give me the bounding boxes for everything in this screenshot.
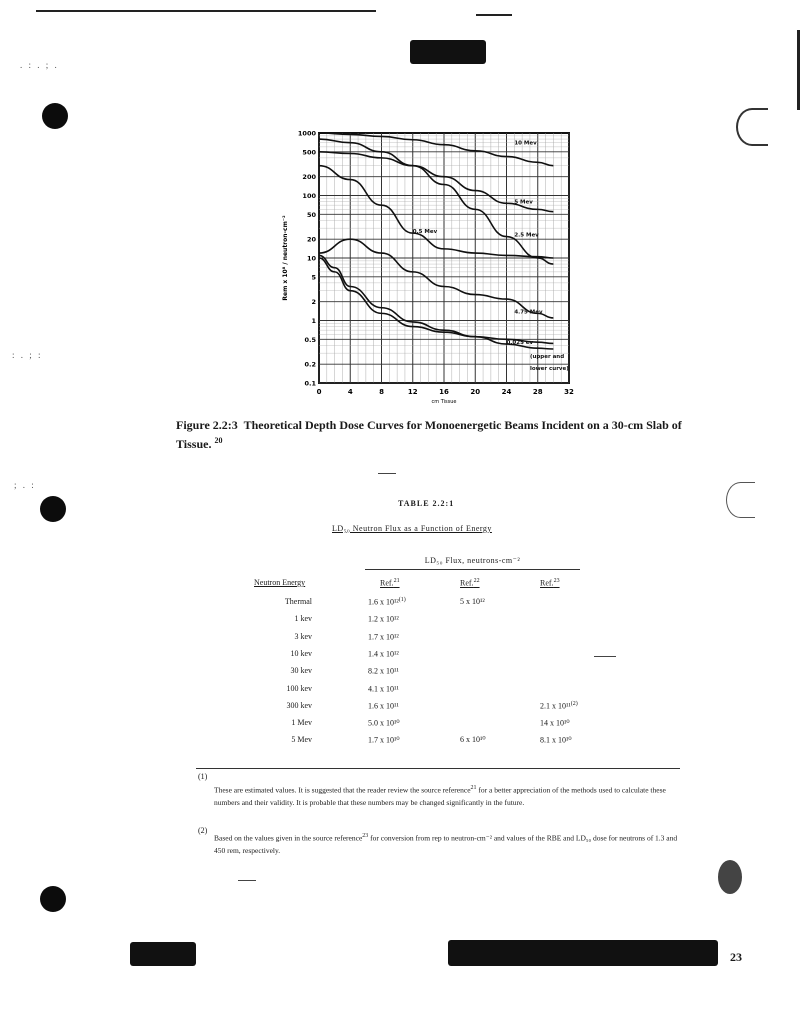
y-tick-label: 500 [302, 148, 316, 157]
cell-energy: 5 Mev [291, 735, 312, 745]
cell-energy: Thermal [284, 597, 312, 606]
scan-noise-1: . : . ; . [20, 60, 59, 70]
table-row [240, 684, 620, 701]
scan-noise-3: ; . : [14, 480, 36, 490]
cell-ref23: 2.1 x 10¹¹$^{(2)}$ [540, 700, 578, 711]
cell-ref21: 1.6 x 10¹¹ [368, 701, 399, 711]
redaction-top [410, 40, 486, 64]
footnote-1-mark: (1) [198, 772, 208, 781]
cell-ref21: 5.0 x 10¹⁰ [368, 718, 400, 728]
punch-hole-top [42, 103, 68, 129]
curve-annotation: 10 Mev [514, 140, 537, 147]
table-subtitle: LD₅₀ Neutron Flux as a Function of Energy [332, 524, 492, 533]
table-row [240, 718, 620, 735]
page-number: 23 [730, 950, 742, 964]
curve-annotation: lower curve) [529, 366, 569, 373]
punch-hole-middle [40, 496, 66, 522]
scan-top-rule-short [476, 14, 512, 16]
punch-hole-bottom [40, 886, 66, 912]
y-tick-label: 200 [302, 173, 316, 182]
x-tick-label: 28 [532, 388, 543, 396]
cell-ref21: 1.2 x 10¹² [368, 614, 399, 624]
y-tick-label: 10 [306, 254, 316, 263]
cell-energy: 1 Mev [291, 718, 312, 728]
figure-caption [176, 418, 706, 452]
table-row [240, 597, 620, 614]
cell-energy: 30 kev [290, 666, 312, 676]
cell-ref21: 8.2 x 10¹¹ [368, 666, 399, 676]
cell-energy: 1 kev [294, 614, 312, 624]
y-tick-label: 0.2 [304, 360, 316, 369]
table-row [240, 735, 620, 752]
cell-ref23: 14 x 10¹⁰ [540, 718, 570, 728]
cell-ref23: 8.1 x 10¹⁰ [540, 736, 572, 746]
table-row [240, 666, 620, 683]
x-tick-label: 24 [501, 388, 512, 396]
table-title: TABLE 2.2:1 [398, 499, 455, 508]
x-tick-label: 20 [470, 388, 481, 396]
y-tick-label: 2 [311, 298, 316, 307]
table-row [240, 701, 620, 718]
x-tick-label: 12 [407, 388, 418, 396]
y-tick-label: 0.5 [304, 335, 316, 344]
y-tick-label: 20 [306, 235, 316, 244]
col-header-ref23: Ref.$^{23}$ [540, 578, 560, 588]
caption-text: Theoretical Depth Dose Curves for Monoenergetic Beams Incident on a 30-cm Slab of Tissue. [176, 418, 682, 451]
y-tick-label: 100 [302, 192, 316, 200]
cell-ref21: 1.6 x 10¹²$^{(1)}$ [368, 597, 406, 607]
ink-blot [718, 860, 742, 894]
curve-annotation: 0.025 ev [506, 340, 534, 347]
col-header-energy: Neutron Energy [254, 578, 306, 587]
scan-noise-2: : . ; : [12, 350, 43, 360]
table-row [240, 614, 620, 631]
x-tick-label: 32 [564, 388, 574, 396]
table-row [240, 649, 620, 666]
curve-annotation: 0.5 Mev [412, 229, 438, 236]
redaction-bottom-right [448, 940, 718, 966]
cell-energy: 3 kev [294, 631, 312, 641]
table-row [240, 632, 620, 649]
caption-ref: 20 [214, 436, 223, 445]
scan-top-rule [36, 10, 376, 12]
stray-dash-1 [378, 473, 396, 474]
cell-energy: 300 kev [286, 700, 312, 710]
cell-ref21: 1.7 x 10¹² [368, 632, 399, 642]
x-tick-label: 4 [347, 388, 353, 396]
footnote-rule [196, 768, 680, 769]
y-tick-label: 0.1 [304, 379, 316, 388]
curve-annotation: 2.5 Mev [514, 232, 539, 239]
x-axis-label: cm Tissue [431, 399, 457, 405]
x-tick-label: 0 [316, 388, 322, 396]
redaction-bottom-left [130, 942, 196, 966]
y-tick-label: 5 [311, 273, 316, 282]
curve-annotation: 5 Mev [514, 199, 533, 206]
depth-dose-chart [275, 123, 595, 413]
chart-svg [275, 123, 595, 413]
curve-annotation: 4.75 Mev [514, 309, 543, 316]
x-tick-label: 16 [439, 388, 449, 396]
scan-right-edge [797, 30, 800, 110]
cell-energy: 10 kev [290, 648, 312, 658]
footnote-1-text: These are estimated values. It is suggested that the reader review the source reference$^{21}$ for a better appreciation of the methods used to calculate these numbers and their validity. It is probable that these numbers may be changed significantly in the future. [214, 785, 666, 807]
y-axis-label: Rem x 10⁸ / neutron-cm⁻² [282, 215, 289, 301]
binder-mark-middle [726, 482, 755, 518]
y-tick-label: 50 [306, 210, 316, 219]
cell-ref22: 5 x 10¹² [460, 597, 485, 606]
cell-ref21: 1.4 x 10¹² [368, 649, 399, 659]
flux-header: LD₅₀ Flux, neutrons-cm⁻² [365, 556, 580, 570]
binder-mark-top [736, 108, 768, 146]
footnote-2-mark: (2) [198, 826, 208, 835]
col-header-ref21: Ref.$^{21}$ [380, 578, 400, 588]
cell-ref21: 1.7 x 10¹⁰ [368, 736, 400, 746]
y-tick-label: 1 [311, 317, 316, 325]
cell-energy: 100 kev [286, 683, 312, 693]
caption-number: Figure 2.2:3 [176, 418, 238, 432]
curve-annotation: (upper and [529, 354, 565, 361]
cell-ref21: 4.1 x 10¹¹ [368, 684, 399, 694]
footnote-2-text: Based on the values given in the source reference$^{23}$ for conversion from rep to neutron-cm⁻² and values of the RBE and LD₅₀ dose for neutrons of 1.3 and 450 rem, respectively. [214, 833, 678, 855]
x-tick-label: 8 [379, 388, 384, 396]
y-tick-label: 1000 [297, 129, 316, 138]
col-header-ref22: Ref.$^{22}$ [460, 578, 480, 588]
cell-ref22: 6 x 10¹⁰ [460, 735, 486, 745]
stray-dash-3 [238, 880, 256, 881]
